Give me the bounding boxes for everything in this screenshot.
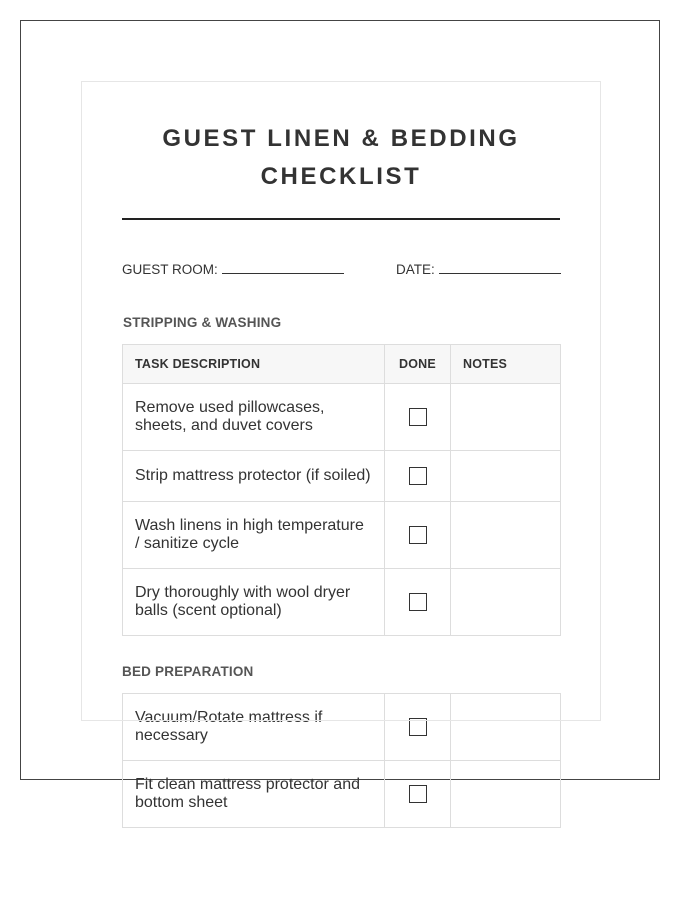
task-description: Strip mattress protector (if soiled) bbox=[123, 451, 385, 502]
page-title bbox=[122, 120, 560, 196]
done-cell bbox=[385, 761, 451, 828]
notes-cell[interactable] bbox=[451, 451, 561, 502]
task-description: Fit clean mattress protector and bottom sheet bbox=[123, 761, 385, 828]
notes-cell[interactable] bbox=[451, 569, 561, 636]
table-row bbox=[123, 384, 561, 451]
done-cell bbox=[385, 384, 451, 451]
guest-room-blank[interactable] bbox=[222, 262, 344, 274]
notes-cell[interactable] bbox=[451, 384, 561, 451]
page-title-line-2: CHECKLIST bbox=[260, 163, 422, 190]
title-divider bbox=[122, 218, 560, 220]
task-description: Wash linens in high temperature / sanitize cycle bbox=[123, 502, 385, 569]
table-row bbox=[123, 451, 561, 502]
done-checkbox[interactable] bbox=[409, 408, 427, 426]
done-cell bbox=[385, 569, 451, 636]
section-heading-stripping: STRIPPING & WASHING bbox=[123, 315, 282, 330]
task-description: Vacuum/Rotate mattress if necessary bbox=[123, 694, 385, 761]
task-description: Remove used pillowcases, sheets, and duvet covers bbox=[123, 384, 385, 451]
stripping-table bbox=[122, 344, 561, 636]
done-checkbox[interactable] bbox=[409, 526, 427, 544]
done-cell bbox=[385, 694, 451, 761]
column-header-done: DONE bbox=[385, 345, 451, 384]
table-row bbox=[123, 761, 561, 828]
done-cell bbox=[385, 451, 451, 502]
table-row bbox=[123, 694, 561, 761]
bed-prep-table bbox=[122, 693, 561, 828]
table-row bbox=[123, 569, 561, 636]
meta-fields bbox=[122, 262, 560, 282]
task-description: Dry thoroughly with wool dryer balls (scent optional) bbox=[123, 569, 385, 636]
done-checkbox[interactable] bbox=[409, 785, 427, 803]
column-header-task: TASK DESCRIPTION bbox=[123, 345, 385, 384]
date-blank[interactable] bbox=[439, 262, 561, 274]
table-header-row bbox=[123, 345, 561, 384]
section-heading-bed-prep: BED PREPARATION bbox=[122, 664, 254, 679]
guest-room-field bbox=[122, 262, 344, 277]
column-header-notes: NOTES bbox=[451, 345, 561, 384]
checklist-sheet bbox=[122, 120, 560, 811]
date-label: DATE: bbox=[396, 262, 435, 277]
notes-cell[interactable] bbox=[451, 761, 561, 828]
date-field bbox=[396, 262, 561, 277]
done-checkbox[interactable] bbox=[409, 593, 427, 611]
done-checkbox[interactable] bbox=[409, 718, 427, 736]
notes-cell[interactable] bbox=[451, 694, 561, 761]
guest-room-label: GUEST ROOM: bbox=[122, 262, 218, 277]
notes-cell[interactable] bbox=[451, 502, 561, 569]
done-cell bbox=[385, 502, 451, 569]
table-row bbox=[123, 502, 561, 569]
done-checkbox[interactable] bbox=[409, 467, 427, 485]
page-title-line-1: GUEST LINEN & BEDDING bbox=[162, 125, 520, 152]
